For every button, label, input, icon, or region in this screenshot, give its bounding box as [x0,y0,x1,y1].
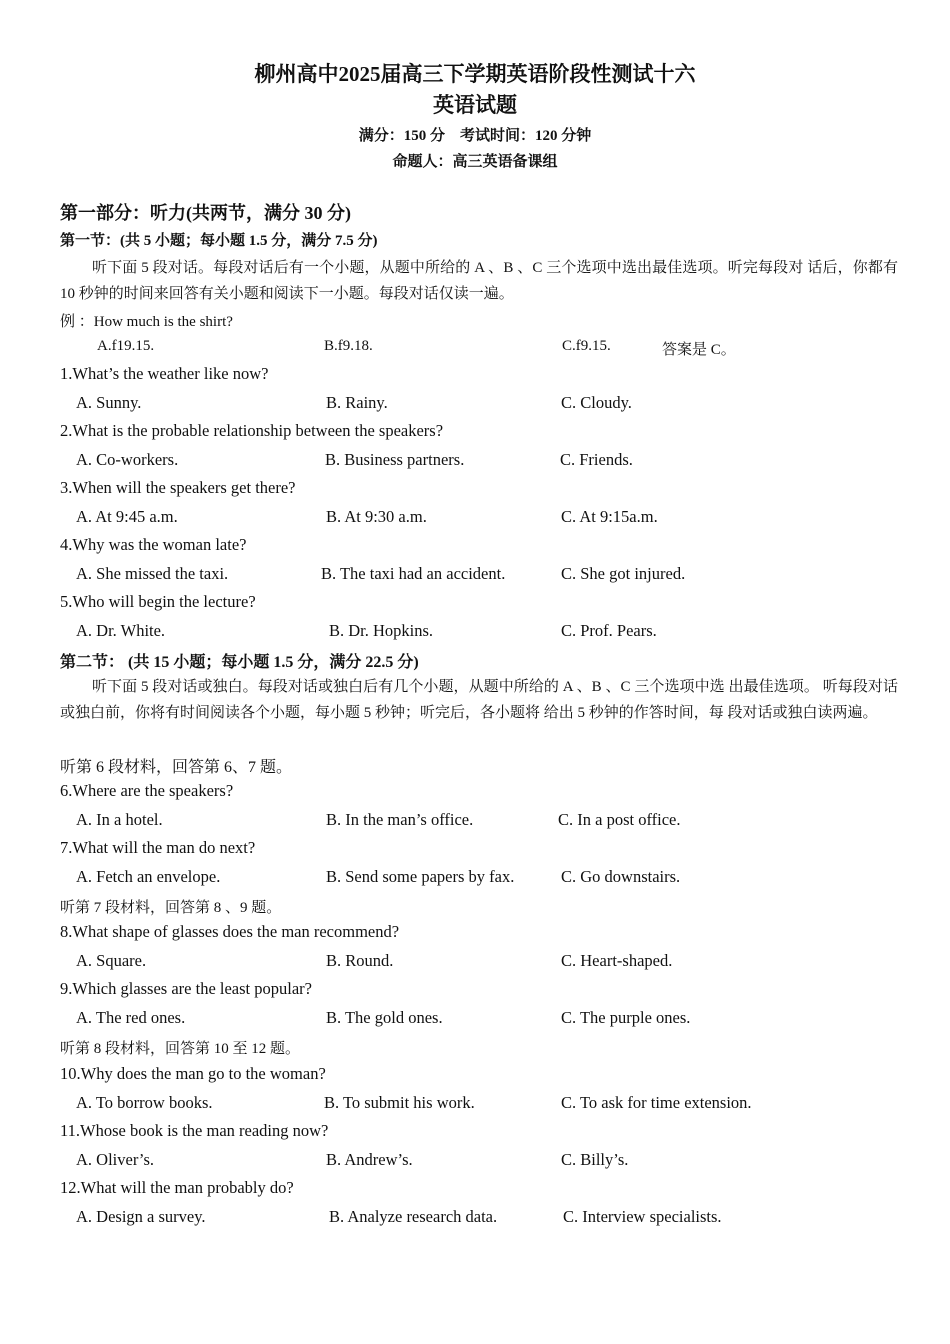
q2-option-b: B. Business partners. [325,450,465,469]
authors-line: 命题人：高三英语备课组 [392,154,558,170]
exam-title: 柳州高中2025届高三下学期英语阶段性测试十六 [254,62,696,86]
question-7: 7.What will the man do next? [60,838,256,857]
score-time-line: 满分：150 分 考试时间：120 分钟 [358,128,592,144]
q4-option-a: A. She missed the taxi. [76,564,229,583]
q8-option-a: A. Square. [76,951,147,970]
example-question: 例 ：How much is the shirt? [60,314,233,330]
exam-subtitle: 英语试题 [433,93,517,117]
q6-option-b: B. In the man’s office. [326,810,474,829]
q12-option-a: A. Design a survey. [76,1207,206,1226]
q3-option-c: C. At 9:15a.m. [561,507,658,526]
q9-option-b: B. The gold ones. [326,1008,443,1027]
q6-option-a: A. In a hotel. [76,810,163,829]
section1-heading: 第一节：(共 5 小题；每小题 1.5 分，满分 7.5 分) [60,233,378,249]
q9-option-a: A. The red ones. [76,1008,186,1027]
q10-option-c: C. To ask for time extension. [561,1093,752,1112]
listening-note-7: 听第 7 段材料，回答第 8 、9 题。 [60,900,282,916]
q1-option-b: B. Rainy. [326,393,388,412]
question-12: 12.What will the man probably do? [60,1178,294,1197]
q2-option-c: C. Friends. [560,450,633,469]
question-8: 8.What shape of glasses does the man recommend? [60,922,400,941]
q3-option-a: A. At 9:45 a.m. [76,507,178,526]
question-1: 1.What’s the weather like now? [60,364,269,383]
section1-instruction: 听下面 5 段对话。每段对话后有一个小题，从题中所给的 A 、B 、C 三个选项中选出最佳选项。听完每段对 话后，你都有 10 秒钟的时间来回答有关小题和阅读下一小题。每段对话仅读一遍。 [60,260,898,302]
example-answer: 答案是 C。 [662,342,736,358]
q11-option-a: A. Oliver’s. [76,1150,155,1169]
question-2: 2.What is the probable relationship between the speakers? [60,421,444,440]
example-option-b: B.f9.18. [324,338,373,354]
question-6: 6.Where are the speakers? [60,781,234,800]
q5-option-b: B. Dr. Hopkins. [329,621,434,640]
question-5: 5.Who will begin the lecture? [60,592,256,611]
question-9: 9.Which glasses are the least popular? [60,979,312,998]
q3-option-b: B. At 9:30 a.m. [326,507,427,526]
q6-option-c: C. In a post office. [558,810,681,829]
q4-option-b: B. The taxi had an accident. [321,564,506,583]
listening-note-8: 听第 8 段材料，回答第 10 至 12 题。 [60,1041,301,1057]
q5-option-a: A. Dr. White. [76,621,166,640]
q10-option-b: B. To submit his work. [324,1093,475,1112]
q1-option-a: A. Sunny. [76,393,142,412]
part1-heading: 第一部分：听力(共两节，满分 30 分) [60,203,351,223]
section2-instruction: 听下面 5 段对话或独白。每段对话或独白后有几个小题，从题中所给的 A 、B 、C 三个选项中选 出最佳选项。 听每段对话或独白前，你将有时间阅读各个小题，每小题 5 秒钟；听完后，各小题将 给出 5 秒钟的作答时间，每 段对话或独白读两遍。 [60,679,898,721]
q12-option-c: C. Interview specialists. [563,1207,722,1226]
example-option-a: A.f19.15. [97,338,155,354]
q8-option-c: C. Heart-shaped. [561,951,673,970]
q9-option-c: C. The purple ones. [561,1008,691,1027]
q1-option-c: C. Cloudy. [561,393,632,412]
example-option-c: C.f9.15. [562,338,611,354]
section2-heading: 第二节： (共 15 小题；每小题 1.5 分，满分 22.5 分) [60,654,419,671]
question-3: 3.When will the speakers get there? [60,478,296,497]
q4-option-c: C. She got injured. [561,564,686,583]
q10-option-a: A. To borrow books. [76,1093,213,1112]
listening-note-6: 听第 6 段材料，回答第 6、7 题。 [60,759,293,776]
q2-option-a: A. Co-workers. [76,450,179,469]
q7-option-b: B. Send some papers by fax. [326,867,515,886]
q7-option-a: A. Fetch an envelope. [76,867,221,886]
q11-option-c: C. Billy’s. [561,1150,629,1169]
q11-option-b: B. Andrew’s. [326,1150,413,1169]
q5-option-c: C. Prof. Pears. [561,621,657,640]
question-10: 10.Why does the man go to the woman? [60,1064,326,1083]
q7-option-c: C. Go downstairs. [561,867,681,886]
q8-option-b: B. Round. [326,951,394,970]
q12-option-b: B. Analyze research data. [329,1207,498,1226]
question-4: 4.Why was the woman late? [60,535,247,554]
question-11: 11.Whose book is the man reading now? [60,1121,329,1140]
